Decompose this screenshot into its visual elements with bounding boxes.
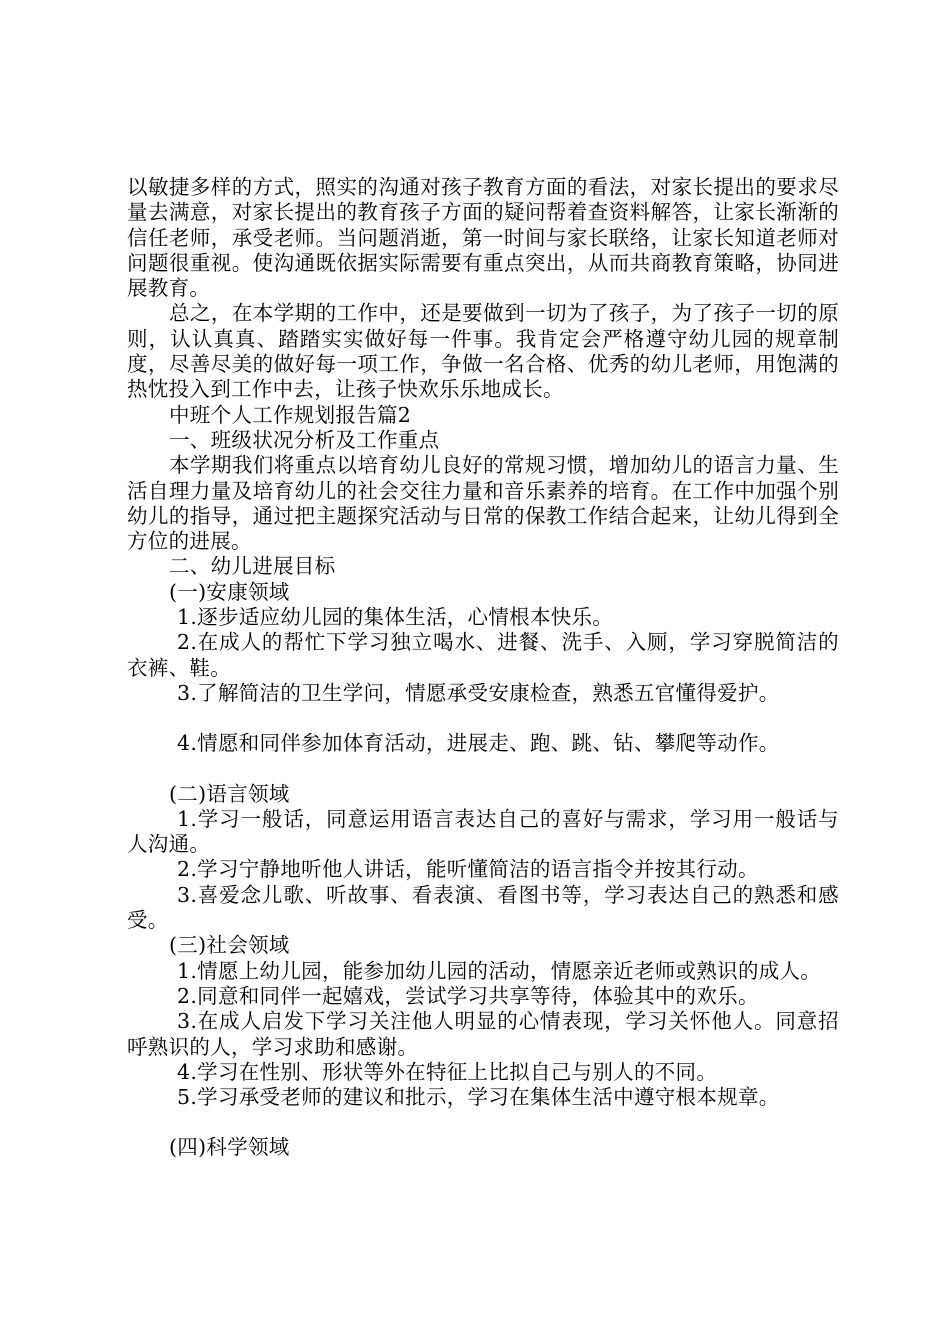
list-item-social-4: 4.学习在性别、形状等外在特征上比拟自己与别人的不同。	[177, 1059, 718, 1084]
list-item-language-1: 1.学习一般话，同意运用语言表达自己的喜好与需求，学习用一般话与人沟通。	[127, 806, 839, 857]
list-item-social-3: 3.在成人启发下学习关注他人明显的心情表现，学习关怀他人。同意招呼熟识的人，学习求助和感谢。	[127, 1009, 839, 1059]
list-item-language-2: 2.学习宁静地听他人讲话，能听懂简洁的语言指令并按其行动。	[177, 857, 759, 882]
paragraph-semester-focus: 本学期我们将重点以培育幼儿良好的常规习惯，增加幼儿的语言力量、生活自理力量及培育幼儿的社会交往力量和音乐素养的培育。在工作中加强个别幼儿的指导，通过把主题探究活动与日常的保教工作结合起来，让幼儿得到全方位的进展。	[127, 453, 839, 554]
subheading-language-domain: (二)语言领域	[169, 781, 290, 806]
subheading-social-domain: (三)社会领域	[169, 933, 290, 958]
section-title-plan-2: 中班个人工作规划报告篇2	[169, 402, 412, 427]
list-item-health-4: 4.情愿和同伴参加体育活动，进展走、跑、跳、钻、攀爬等动作。	[177, 731, 780, 756]
list-item-social-2: 2.同意和同伴一起嬉戏，尝试学习共享等待，体验其中的欢乐。	[177, 983, 759, 1008]
subheading-health-domain: (一)安康领域	[169, 579, 290, 604]
list-item-health-1: 1.逐步适应幼儿园的集体生活，心情根本快乐。	[177, 605, 614, 630]
heading-development-goals: 二、幼儿进展目标	[169, 554, 336, 579]
list-item-social-5: 5.学习承受老师的建议和批示，学习在集体生活中遵守根本规章。	[177, 1085, 780, 1110]
list-item-health-3: 3.了解简洁的卫生学问，情愿承受安康检查，熟悉五官懂得爱护。	[177, 680, 780, 705]
document-page	[127, 175, 839, 1161]
paragraph-parent-communication: 以敏捷多样的方式，照实的沟通对孩子教育方面的看法，对家长提出的要求尽量去满意，对家长提出的教育孩子方面的疑问帮着查资料解答，让家长渐渐的信任老师，承受老师。当问题消逝，第一时间与家长联络，让家长知道老师对问题很重视。使沟通既依据实际需要有重点突出，从而共商教育策略，协同进展教育。	[127, 175, 839, 301]
subheading-science-domain: (四)科学领域	[169, 1135, 290, 1160]
heading-class-analysis: 一、班级状况分析及工作重点	[169, 427, 440, 452]
list-item-language-3: 3.喜爱念儿歌、听故事、看表演、看图书等，学习表达自己的熟悉和感受。	[127, 882, 839, 933]
paragraph-summary: 总之，在本学期的工作中，还是要做到一切为了孩子，为了孩子一切的原则，认认真真、踏踏实实做好每一件事。我肯定会严格遵守幼儿园的规章制度，尽善尽美的做好每一项工作，争做一名合格、优秀的幼儿老师，用饱满的热忱投入到工作中去，让孩子快欢乐乐地成长。	[127, 301, 839, 402]
list-item-social-1: 1.情愿上幼儿园，能参加幼儿园的活动，情愿亲近老师或熟识的成人。	[177, 958, 822, 983]
list-item-health-2: 2.在成人的帮忙下学习独立喝水、进餐、洗手、入厕，学习穿脱简洁的衣裤、鞋。	[127, 630, 839, 680]
